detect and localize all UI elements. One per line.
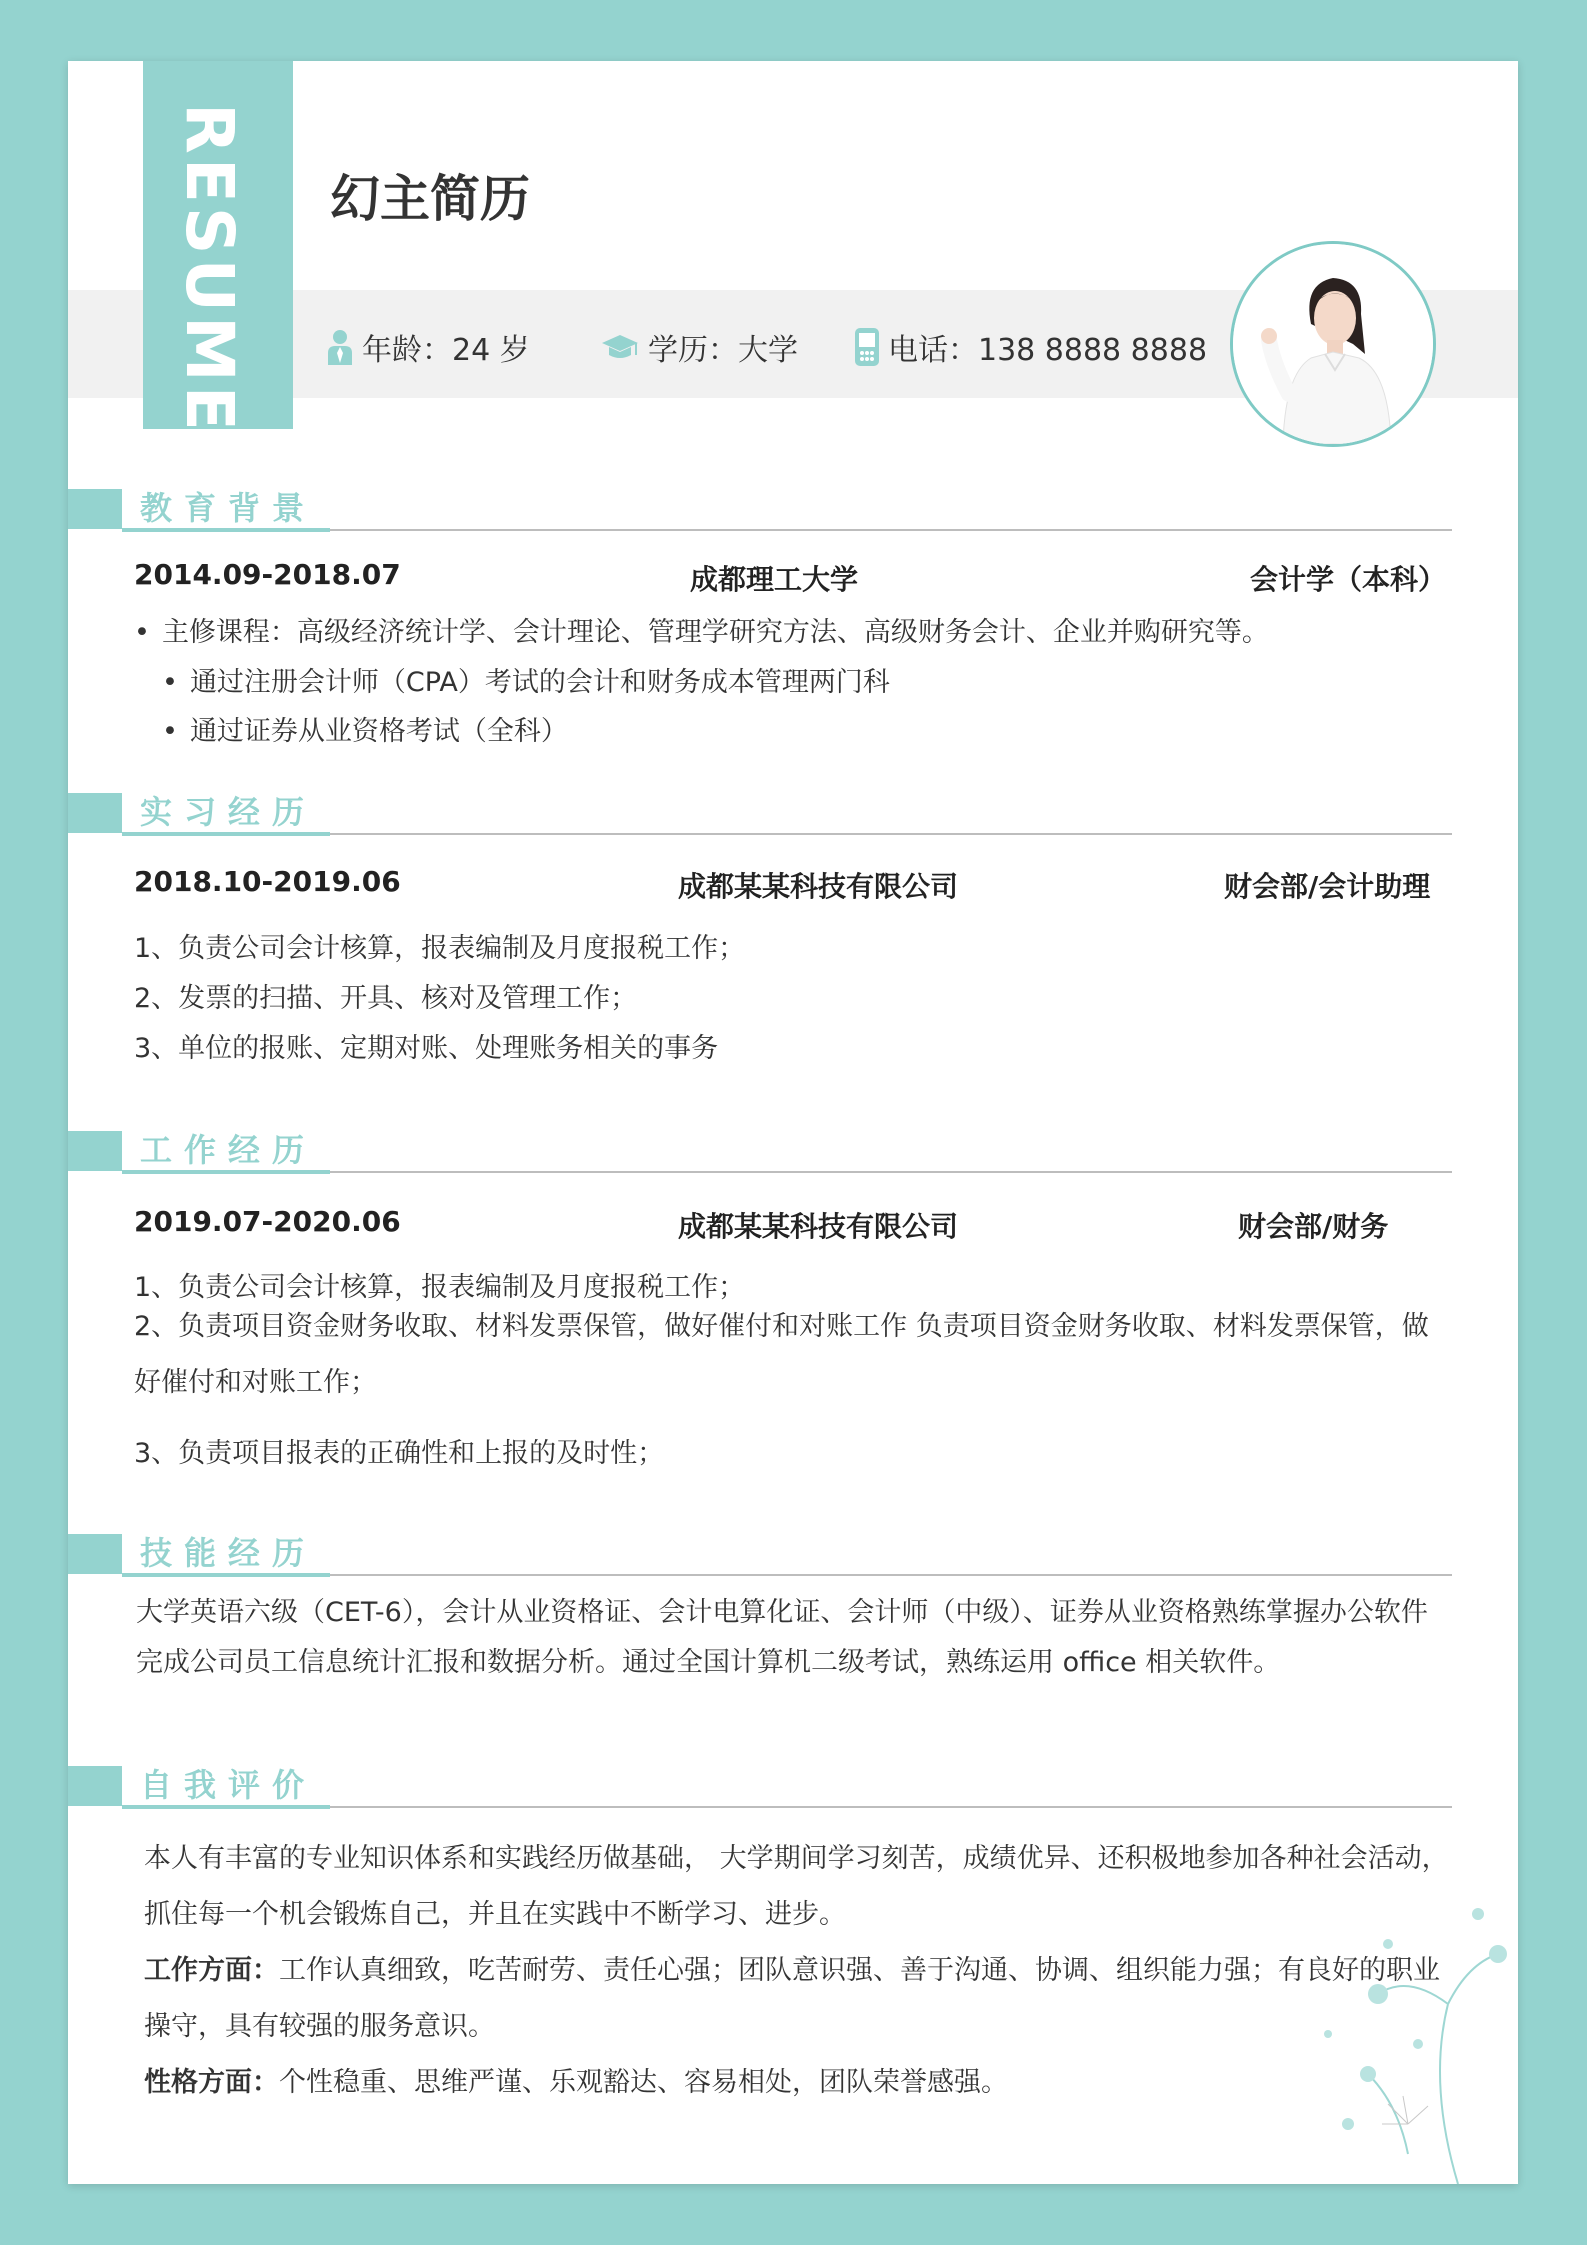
internship-item-1: 1、负责公司会计核算，报表编制及月度报税工作； [134,933,746,964]
resume-word: RESUME [171,103,248,435]
education-major: 会计学（本科） [1250,563,1447,596]
self-personality-text: 个性稳重、思维严谨、乐观豁达、容易相处，团队荣誉感强。 [279,2067,1008,2098]
section-education-header [68,483,1452,529]
page-title: 幻主简历 [330,170,530,228]
work-role: 财会部/财务 [1238,1210,1389,1243]
skills-text: 大学英语六级（CET-6），会计从业资格证、会计电算化证、会计师（中级）、证券从业资格熟练掌握办公软件完成公司员工信息统计汇报和数据分析。通过全国计算机二级考试，熟练运用 office 相关软件。 [136,1597,1428,1678]
education-info [600,325,798,369]
work-item-3: 3、负责项目报表的正确性和上报的及时性； [134,1438,665,1469]
avatar [1230,241,1436,447]
education-period: 2014.09-2018.07 [134,558,401,591]
person-icon [326,329,354,365]
phone-info [854,325,1207,369]
education-school: 成都理工大学 [690,563,859,596]
self-personality-label: 性格方面： [144,2067,279,2098]
internship-company: 成都某某科技有限公司 [678,870,959,903]
section-title: 技能经历 [140,1534,317,1572]
age-text: 年龄：24 岁 [362,333,530,368]
section-skills-header [68,1528,1452,1574]
section-work-header [68,1125,1452,1171]
phone-text: 电话：138 8888 8888 [888,333,1208,368]
section-internship-header [68,787,1452,833]
phone-icon [854,327,880,367]
work-item-1: 1、负责公司会计核算，报表编制及月度报税工作； [134,1272,746,1303]
portrait-image [1233,244,1433,444]
work-item-2: 2、负责项目资金财务收取、材料发票保管，做好催付和对账工作 负责项目资金财务收取、材料发票保管，做好催付和对账工作； [134,1311,1429,1398]
self-work-label: 工作方面： [144,1955,279,1986]
education-text: 学历：大学 [648,333,798,368]
self-personality [144,2055,1450,2111]
internship-item-3: 3、单位的报账、定期对账、处理账务相关的事务 [134,1033,719,1064]
section-title: 教育背景 [140,489,317,527]
self-intro: 本人有丰富的专业知识体系和实践经历做基础， 大学期间学习刻苦，成绩优异、还积极地参加各种社会活动，抓住每一个机会锻炼自己，并且在实践中不断学习、进步。 [144,1843,1449,1930]
section-title: 自我评价 [140,1766,317,1804]
internship-period: 2018.10-2019.06 [134,865,401,898]
work-company: 成都某某科技有限公司 [678,1210,959,1243]
work-period: 2019.07-2020.06 [134,1205,401,1238]
internship-role: 财会部/会计助理 [1224,870,1431,903]
education-course: • 主修课程：高级经济统计学、会计理论、管理学研究方法、高级财务会计、企业并购研究等。 [134,610,1269,649]
self-work-text: 工作认真细致，吃苦耐劳、责任心强；团队意识强、善于沟通、协调、组织能力强；有良好的职业操守，具有较强的服务意识。 [144,1955,1440,2042]
education-bullet-2: • 通过证券从业资格考试（全科） [162,709,568,748]
resume-side-tab [143,61,293,435]
education-bullet-1: • 通过注册会计师（CPA）考试的会计和财务成本管理两门科 [162,660,890,699]
age-info [326,325,530,369]
resume-page [68,61,1518,2184]
section-title: 实习经历 [140,793,317,831]
section-title: 工作经历 [140,1131,317,1169]
section-self-header [68,1760,1452,1806]
graduation-cap-icon [600,331,640,363]
self-work [144,1943,1450,2055]
internship-item-2: 2、发票的扫描、开具、核对及管理工作； [134,983,638,1014]
